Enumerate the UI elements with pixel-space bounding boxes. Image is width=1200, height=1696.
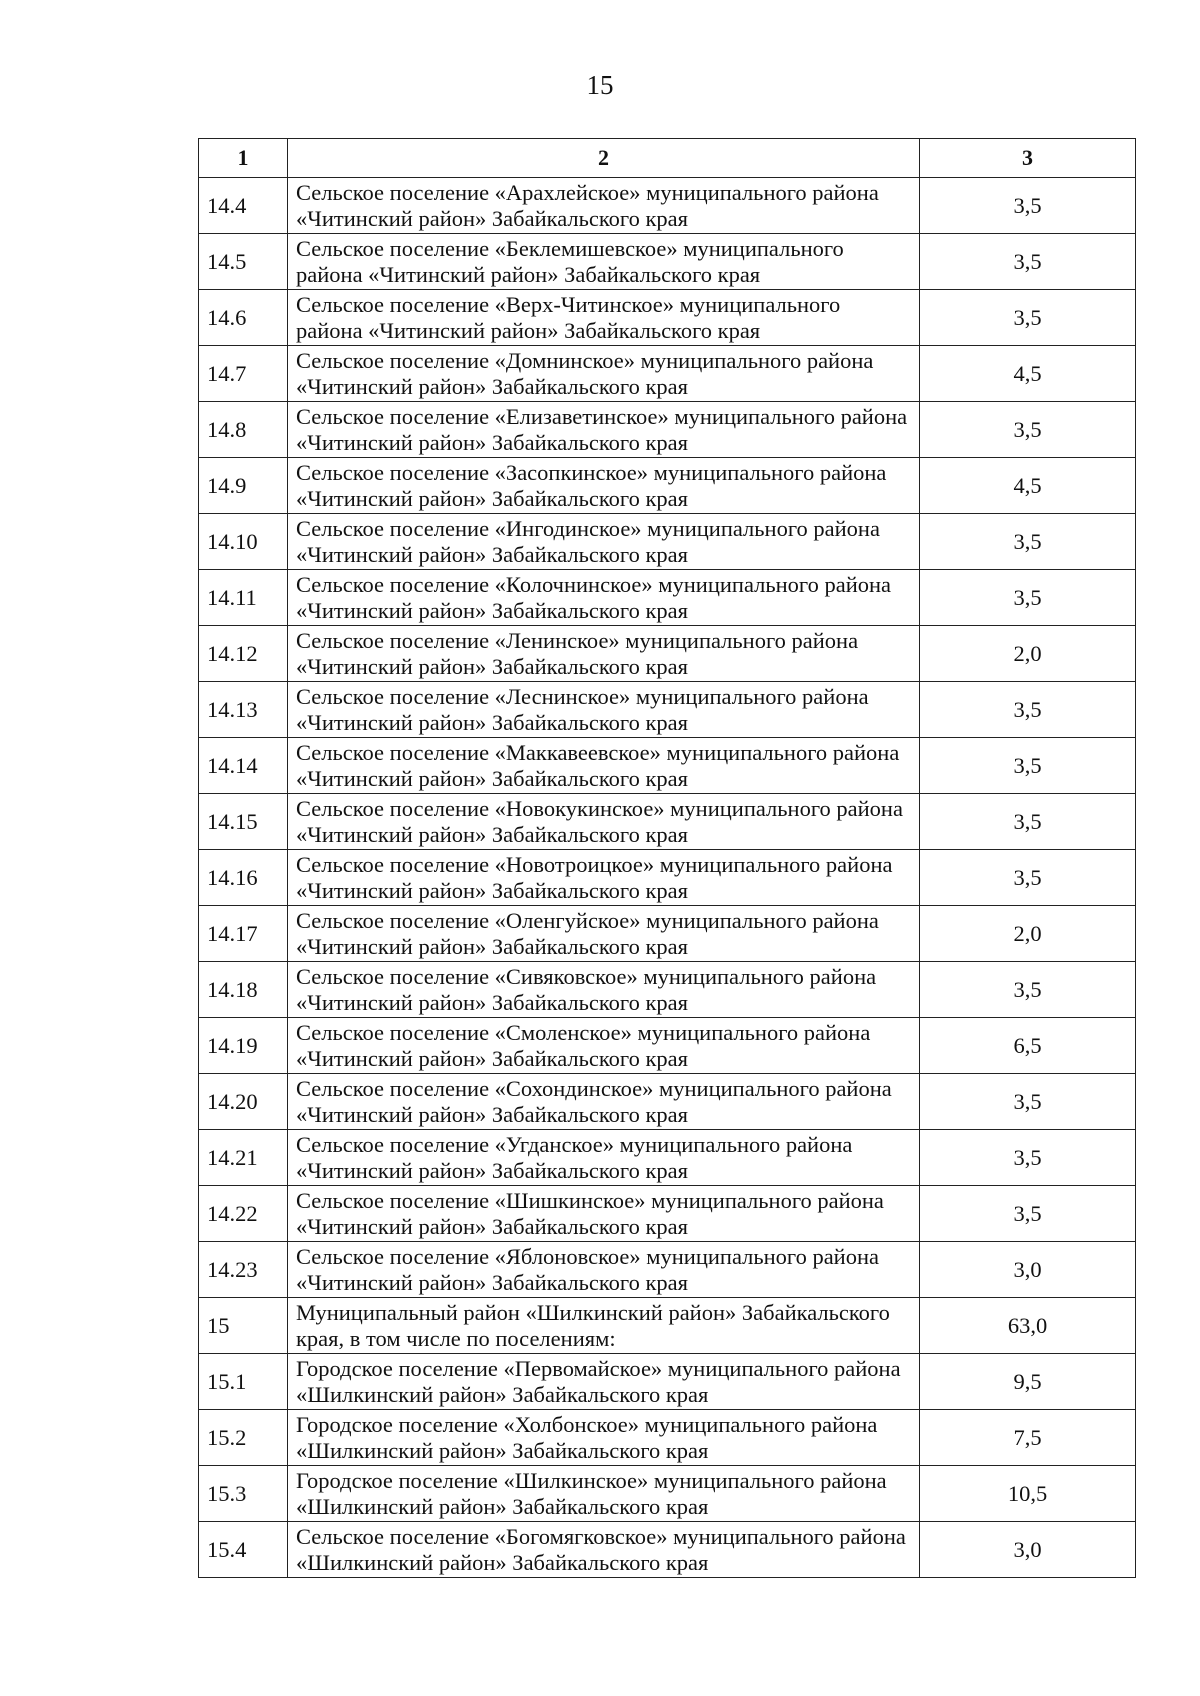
row-value-cell: 3,5 [920,850,1136,906]
row-number-cell: 14.5 [199,234,288,290]
page-number: 15 [586,70,614,100]
row-name-cell: Сельское поселение «Богомягковское» муниципального района «Шилкинский район» Забайкальского края [288,1522,920,1578]
row-value-cell: 3,5 [920,962,1136,1018]
table-row [199,346,1136,402]
row-value-cell: 3,5 [920,682,1136,738]
row-value-cell: 3,5 [920,234,1136,290]
row-value-cell: 4,5 [920,346,1136,402]
row-name-cell: Сельское поселение «Оленгуйское» муниципального района «Читинский район» Забайкальского края [288,906,920,962]
row-value-cell: 63,0 [920,1298,1136,1354]
row-number-cell: 14.20 [199,1074,288,1130]
table-header-row [199,139,1136,178]
row-number-cell: 14.10 [199,514,288,570]
table-row [199,458,1136,514]
column-header-3: 3 [920,139,1136,178]
table-row [199,794,1136,850]
row-name-cell: Сельское поселение «Ингодинское» муниципального района «Читинский район» Забайкальского края [288,514,920,570]
table-body [199,178,1136,1578]
table-row [199,1466,1136,1522]
table-row [199,1354,1136,1410]
table-row [199,402,1136,458]
row-name-cell: Сельское поселение «Леснинское» муниципального района «Читинский район» Забайкальского края [288,682,920,738]
row-name-cell: Сельское поселение «Ленинское» муниципального района «Читинский район» Забайкальского края [288,626,920,682]
row-number-cell: 14.22 [199,1186,288,1242]
row-number-cell: 14.14 [199,738,288,794]
row-number-cell: 14.15 [199,794,288,850]
row-name-cell: Сельское поселение «Колочнинское» муниципального района «Читинский район» Забайкальского края [288,570,920,626]
row-value-cell: 7,5 [920,1410,1136,1466]
row-name-cell: Городское поселение «Холбонское» муниципального района «Шилкинский район» Забайкальского края [288,1410,920,1466]
table-row [199,570,1136,626]
table-row [199,178,1136,234]
row-number-cell: 15 [199,1298,288,1354]
row-number-cell: 15.2 [199,1410,288,1466]
row-name-cell: Городское поселение «Первомайское» муниципального района «Шилкинский район» Забайкальского края [288,1354,920,1410]
row-value-cell: 2,0 [920,906,1136,962]
table-row [199,738,1136,794]
row-value-cell: 3,5 [920,570,1136,626]
table-row [199,1522,1136,1578]
row-value-cell: 3,5 [920,1130,1136,1186]
row-value-cell: 6,5 [920,1018,1136,1074]
row-name-cell: Сельское поселение «Елизаветинское» муниципального района «Читинский район» Забайкальского края [288,402,920,458]
table-row [199,290,1136,346]
table-row [199,1018,1136,1074]
table-row [199,234,1136,290]
row-name-cell: Сельское поселение «Маккавеевское» муниципального района «Читинский район» Забайкальского края [288,738,920,794]
row-value-cell: 3,5 [920,178,1136,234]
row-value-cell: 3,0 [920,1522,1136,1578]
table-row [199,1410,1136,1466]
row-value-cell: 3,5 [920,290,1136,346]
row-name-cell: Сельское поселение «Смоленское» муниципального района «Читинский район» Забайкальского края [288,1018,920,1074]
row-number-cell: 14.18 [199,962,288,1018]
row-value-cell: 3,5 [920,738,1136,794]
table-row [199,1242,1136,1298]
table-row [199,514,1136,570]
row-name-cell: Сельское поселение «Шишкинское» муниципального района «Читинский район» Забайкальского края [288,1186,920,1242]
table-row [199,1074,1136,1130]
row-number-cell: 14.16 [199,850,288,906]
row-name-cell: Сельское поселение «Новокукинское» муниципального района «Читинский район» Забайкальского края [288,794,920,850]
table-row [199,1130,1136,1186]
row-number-cell: 14.13 [199,682,288,738]
row-number-cell: 15.3 [199,1466,288,1522]
row-value-cell: 4,5 [920,458,1136,514]
row-name-cell: Сельское поселение «Домнинское» муниципального района «Читинский район» Забайкальского края [288,346,920,402]
row-number-cell: 14.11 [199,570,288,626]
row-name-cell: Сельское поселение «Сохондинское» муниципального района «Читинский район» Забайкальского края [288,1074,920,1130]
table-row [199,906,1136,962]
row-number-cell: 14.19 [199,1018,288,1074]
table-row [199,962,1136,1018]
table-row [199,850,1136,906]
row-name-cell: Сельское поселение «Засопкинское» муниципального района «Читинский район» Забайкальского края [288,458,920,514]
row-name-cell: Сельское поселение «Арахлейское» муниципального района «Читинский район» Забайкальского края [288,178,920,234]
table-row [199,1186,1136,1242]
row-number-cell: 14.4 [199,178,288,234]
row-number-cell: 14.9 [199,458,288,514]
table-row [199,626,1136,682]
row-value-cell: 3,5 [920,1074,1136,1130]
table-row [199,682,1136,738]
row-value-cell: 3,5 [920,1186,1136,1242]
row-value-cell: 9,5 [920,1354,1136,1410]
row-value-cell: 2,0 [920,626,1136,682]
row-name-cell: Сельское поселение «Яблоновское» муниципального района «Читинский район» Забайкальского края [288,1242,920,1298]
row-number-cell: 15.1 [199,1354,288,1410]
allocation-table [198,138,1136,1578]
row-number-cell: 14.17 [199,906,288,962]
row-name-cell: Сельское поселение «Беклемишевское» муниципального района «Читинский район» Забайкальского края [288,234,920,290]
row-value-cell: 3,5 [920,402,1136,458]
column-header-2: 2 [288,139,920,178]
row-number-cell: 14.21 [199,1130,288,1186]
row-name-cell: Муниципальный район «Шилкинский район» Забайкальского края, в том числе по поселениям: [288,1298,920,1354]
row-number-cell: 14.23 [199,1242,288,1298]
row-number-cell: 14.12 [199,626,288,682]
row-name-cell: Сельское поселение «Угданское» муниципального района «Читинский район» Забайкальского края [288,1130,920,1186]
row-number-cell: 14.8 [199,402,288,458]
row-value-cell: 10,5 [920,1466,1136,1522]
row-name-cell: Сельское поселение «Новотроицкое» муниципального района «Читинский район» Забайкальского края [288,850,920,906]
row-name-cell: Сельское поселение «Сивяковское» муниципального района «Читинский район» Забайкальского края [288,962,920,1018]
row-value-cell: 3,5 [920,794,1136,850]
row-name-cell: Сельское поселение «Верх-Читинское» муниципального района «Читинский район» Забайкальского края [288,290,920,346]
column-header-1: 1 [199,139,288,178]
row-number-cell: 15.4 [199,1522,288,1578]
row-number-cell: 14.6 [199,290,288,346]
row-value-cell: 3,5 [920,514,1136,570]
row-name-cell: Городское поселение «Шилкинское» муниципального района «Шилкинский район» Забайкальского края [288,1466,920,1522]
table-row [199,1298,1136,1354]
row-value-cell: 3,0 [920,1242,1136,1298]
row-number-cell: 14.7 [199,346,288,402]
